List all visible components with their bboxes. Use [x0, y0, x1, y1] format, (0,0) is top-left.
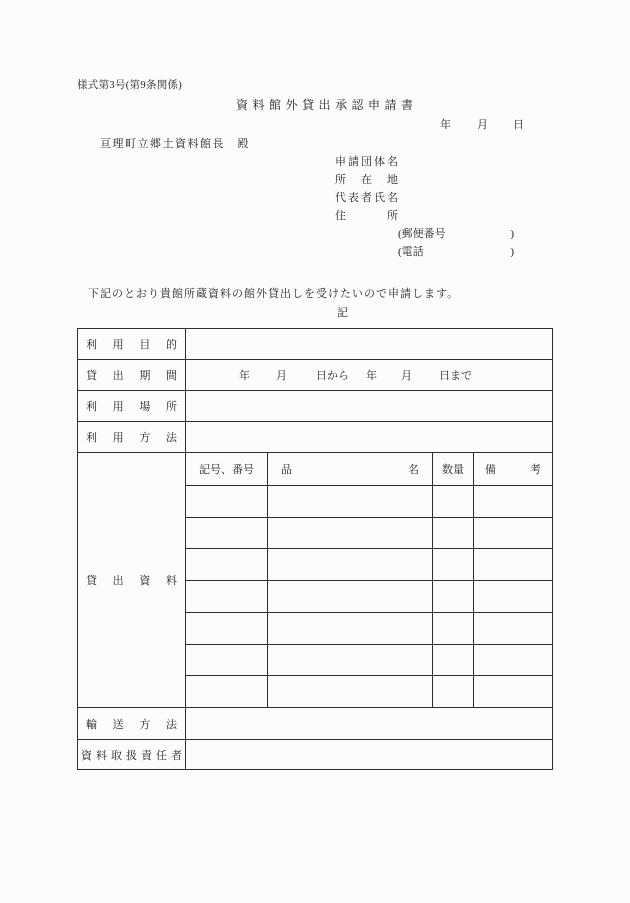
materials-header-code: 記号、番号 — [199, 463, 254, 476]
materials-row-code-cell — [186, 517, 267, 549]
postal-close-paren: ) — [510, 228, 514, 240]
materials-row-remarks-cell — [473, 548, 552, 580]
period-label-cell: 貸出期間 — [78, 359, 186, 390]
period-year-from: 年 — [239, 370, 250, 382]
materials-row-name-cell — [267, 485, 432, 517]
handler-value-cell — [186, 739, 552, 769]
materials-row-qty-cell — [432, 644, 473, 676]
period-year-to: 年 — [366, 370, 377, 382]
handler-label-cell: 資料取扱責任者 — [78, 739, 186, 769]
materials-label-cell: 貸出資料 — [78, 452, 186, 707]
materials-row-code-cell — [186, 675, 267, 707]
materials-grid — [186, 453, 552, 707]
period-day-to: 日まで — [439, 370, 472, 382]
note-heading: 記 — [337, 307, 348, 319]
applicant-location-label: 所在地 — [335, 174, 398, 186]
method-value-cell — [186, 421, 552, 452]
materials-row-remarks-cell — [473, 612, 552, 644]
materials-row-name-cell — [267, 675, 432, 707]
materials-header-remarks: 備考 — [473, 453, 552, 485]
place-value-cell — [186, 390, 552, 421]
materials-row-name-cell — [267, 644, 432, 676]
transport-label-cell: 輸送方法 — [78, 707, 186, 739]
materials-row-code-cell — [186, 580, 267, 612]
materials-row-remarks-cell — [473, 675, 552, 707]
materials-row-code-cell — [186, 644, 267, 676]
materials-row-qty-cell — [432, 580, 473, 612]
phone-line — [398, 243, 514, 261]
materials-row-remarks-cell — [473, 517, 552, 549]
materials-row-remarks-cell — [473, 644, 552, 676]
date-year-label: 年 — [440, 119, 451, 131]
materials-row-code-cell — [186, 548, 267, 580]
materials-row-remarks-cell — [473, 485, 552, 517]
period-value-cell — [186, 359, 552, 390]
applicant-organization-label: 申請団体名 — [335, 156, 398, 168]
purpose-label-cell: 利用目的 — [78, 329, 186, 359]
form-number: 様式第3号(第9条関係) — [77, 80, 183, 91]
period-day-from: 日から — [316, 370, 349, 382]
materials-row-code-cell — [186, 485, 267, 517]
applicant-block — [335, 153, 514, 261]
addressee-line: 亘理町立郷土資料館長 殿 — [100, 138, 250, 150]
date-day-label: 日 — [513, 119, 524, 131]
statement-line: 下記のとおり貴館所蔵資料の館外貸出しを受けたいので申請します。 — [88, 288, 460, 300]
application-table — [77, 328, 553, 770]
materials-header-qty: 数量 — [432, 453, 473, 485]
transport-value-cell — [186, 707, 552, 739]
period-month-to: 月 — [401, 370, 412, 382]
date-line — [440, 116, 524, 132]
place-label-cell: 利用場所 — [78, 390, 186, 421]
date-month-label: 月 — [477, 119, 488, 131]
materials-row-qty-cell — [432, 517, 473, 549]
materials-row-name-cell — [267, 517, 432, 549]
materials-row-name-cell — [267, 580, 432, 612]
materials-value-cell — [186, 452, 552, 707]
postal-code-label: (郵便番号 — [398, 228, 446, 240]
materials-row-qty-cell — [432, 675, 473, 707]
purpose-value-cell — [186, 329, 552, 359]
period-month-from: 月 — [276, 370, 287, 382]
materials-row-name-cell — [267, 612, 432, 644]
method-label-cell: 利用方法 — [78, 421, 186, 452]
materials-row-qty-cell — [432, 612, 473, 644]
materials-row-qty-cell — [432, 548, 473, 580]
materials-row-qty-cell — [432, 485, 473, 517]
applicant-representative-label: 代表者氏名 — [335, 192, 398, 204]
materials-row-code-cell — [186, 612, 267, 644]
materials-row-remarks-cell — [473, 580, 552, 612]
applicant-address-label: 住所 — [335, 210, 398, 222]
materials-header-name: 品名 — [267, 453, 432, 485]
materials-row-name-cell — [267, 548, 432, 580]
postal-code-line — [398, 225, 514, 243]
document-title: 資料館外貸出承認申請書 — [236, 98, 418, 112]
phone-label: (電話 — [398, 246, 424, 258]
phone-close-paren: ) — [510, 246, 514, 258]
